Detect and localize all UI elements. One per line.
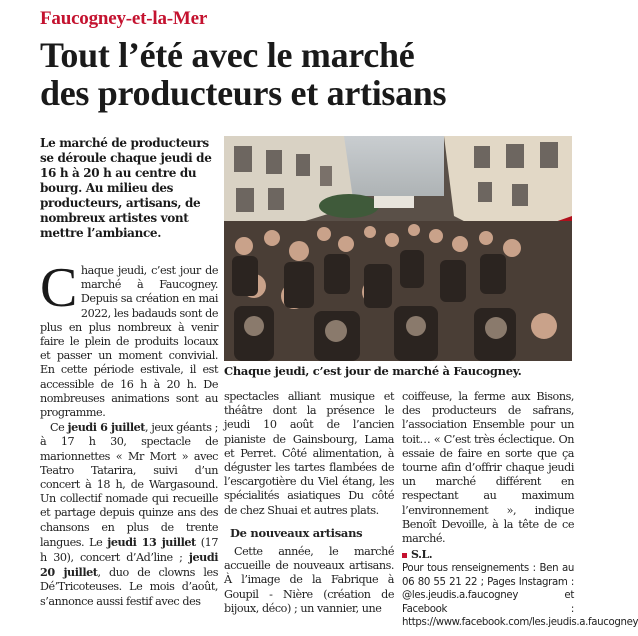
signature-bullet-icon [402, 553, 407, 558]
headline-line-1: Tout l’été avec le marché [40, 35, 415, 75]
paragraph-1: Chaque jeudi, c’est jour de marché à Faucogney. Depuis sa création en mai 2022, les badauds sont de plus en plus nombreux à venir faire le plein de produits locaux et passer un moment convivial. En cette période estivale, il est accessible de 16 h à 20 h. De nombreuses animations sont au programme. [40, 257, 218, 420]
paragraph-3: Cette année, le marché accueille de nouveaux artisans. À l’image de la Fabrique à Goupil - Nière (création de bijoux, déco) ; un vannier, une [224, 545, 394, 615]
section-kicker: Faucogney-et-la-Mer [40, 8, 208, 29]
dropcap: C [40, 257, 77, 319]
contact-info: Pour tous renseignements : Ben au 06 80 55 21 22 ; Pages Instagram : @les.jeudis.a.faucogney et Facebook : https://www.facebook.com/les.jeudis.a.faucogney [402, 563, 638, 629]
article-column-2 [224, 390, 394, 616]
subheading: De nouveaux artisans [230, 525, 363, 540]
market-crowd-image [224, 136, 572, 361]
market-photo [224, 136, 572, 361]
paragraph-3-continued: coiffeuse, la ferme aux Bisons, des producteurs de safrans, l’association Ensemble pour un toit… « C’est très éclectique. On essaie de faire en sorte que ça tourne afin d’offrir chaque jeudi un marché différent en respectant au maximum l’environnement », indique Benoît Devoille, à la tête de ce marché. [402, 390, 574, 546]
paragraph-2-continued: spectacles alliant musique et théâtre dont la présence le jeudi 10 août de l’ancien pianiste de Gainsbourg, Lama et Perret. Côté alimentation, à déguster les tartes flambées de l’escargotière du Viel étang, les spécialités asiatiques Du côté de chez Shuai et autres plats. [224, 390, 394, 517]
signature: S.L. [402, 548, 574, 562]
paragraph-2: Ce jeudi 6 juillet, jeux géants ; à 17 h 30, spectacle de marionnettes « Mr Mort » avec Teatro Tatarira, suivi d’un concert à 18 h, de Wargasound. Un collectif nomade qui recueille et partage depuis quinze ans des chansons en plus de trente langues. Le jeudi 13 juillet (17 h 30), concert d’Ad’line ; jeudi 20 juillet, duo de clowns les Dé’Tricoteuses. Le mois d’août, s’annonce aussi festif avec des [40, 420, 218, 608]
headline-line-2: des producteurs et artisans [40, 73, 447, 113]
article-column-1 [40, 257, 218, 609]
article-headline [40, 36, 580, 112]
article-column-3 [402, 390, 638, 630]
article-lead: Le marché de producteurs se déroule chaque jeudi de 16 h à 20 h au centre du bourg. Au milieu des producteurs, artisans, de nombreux artistes vont mettre l’ambiance. [40, 136, 212, 240]
photo-caption: Chaque jeudi, c’est jour de marché à Faucogney. [224, 364, 522, 378]
